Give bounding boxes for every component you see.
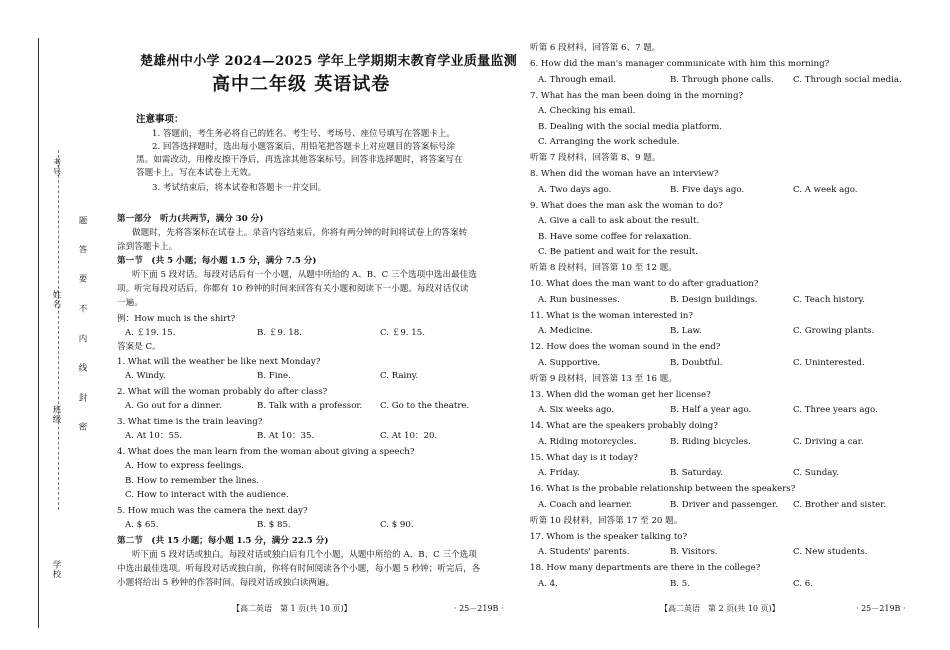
option-b: B. Have some coffee for relaxation. [538,231,692,242]
question-text: 13. When did the woman get her license? [530,389,711,400]
option-c: C. Arranging the work schedule. [538,137,680,147]
question-text: 8. When did the woman have an interview? [530,169,719,179]
option-b: B. At 10：35. [257,431,315,441]
option-a: A. How to express feelings. [125,461,244,471]
notes-item: 1. 答题前，考生务必将自己的姓名、考生号、考场号、座位号填写在答题卡上。 [152,129,456,139]
option-c: C. New students. [793,547,868,557]
seal-char: 要 [77,274,87,284]
option-b: B. How to remember the lines. [125,475,259,486]
question-text: 16. What is the probable relationship between the speakers? [530,484,796,494]
option-b: B. Five days ago. [670,184,745,195]
footer-code-right: · 25－219B · [856,604,906,613]
section1-intro: 听下面 5 段对话。每段对话后有一个小题，从题中所给的 A、B、C 三个选项中选出最佳选 [132,270,477,280]
option-b: B. ￡9. 18. [257,328,302,338]
option-b: B. Law. [670,326,702,336]
option-b: B. Riding bicycles. [670,436,751,447]
part1-intro: 做题时，先将答案标在试卷上。录音内容结束后，你将有两分钟的时间将试卷上的答案转 [132,228,468,238]
option-a: A. $ 65. [125,519,159,530]
part1-intro: 涂到答题卡上。 [117,242,178,252]
option-c: C. Uninterested. [793,357,865,368]
question-text: 18. How many departments are there in the college? [530,563,761,573]
section1-intro: 一遍。 [117,298,143,308]
option-c: C. A week ago. [793,184,858,195]
section1-intro: 项。听完每段对话后，你都有 10 秒钟的时间来回答有关小题和阅读下一小题。每段对话仅读 [117,284,469,294]
footer-code-left: · 25－219B · [454,604,504,613]
question-text: 17. Whom is the speaker talking to? [530,531,688,542]
question-text: 5. How much was the camera the next day? [117,505,308,516]
example-question: 例：How much is the shirt? [117,314,236,324]
question-text: 2. What will the woman probably do after class? [117,387,328,397]
option-a: A. 4. [538,578,558,589]
option-a: A. Through email. [538,74,617,85]
school-label: 学校 [51,560,61,579]
option-b: B. Dealing with the social media platform. [538,121,723,132]
option-b: B. Half a year ago. [670,405,752,415]
seal-char: 答 [77,245,87,255]
exam-title-line2: 高中二年级 英语试卷 [212,74,391,95]
seal-char: 封 [77,393,87,403]
option-b: B. Design buildings. [670,294,758,305]
question-text: 9. What does the man ask the woman to do? [530,200,723,211]
section2-intro: 听下面 5 段对话或独白。每段对话或独白后有几个小题，从题中所给的 A、B、C 三个选项 [132,549,477,560]
class-label: 班级 [51,405,61,424]
option-c: C. Brother and sister. [793,499,887,510]
option-a: A. Coach and learner. [538,499,633,510]
question-text: 15. What day is it today? [530,452,638,463]
name-label: 姓名 [51,290,61,309]
exam-no-label: 考号 [51,158,61,177]
part1-title: 第一部分 听力(共两节，满分 30 分) [117,214,264,224]
option-c: C. Driving a car. [793,436,864,447]
question-text: 12. How does the woman sound in the end? [530,342,721,352]
option-b: B. Through phone calls. [670,74,774,85]
option-c: C. Growing plants. [793,326,875,336]
footer-page-left: 【高二英语 第 1 页(共 10 页)】 [232,604,352,613]
notes-title: 注意事项： [136,114,184,125]
material-heading: 听第 8 段材料，回答第 10 至 12 题。 [530,263,677,273]
seal-char: 线 [77,363,87,373]
option-b: B. Fine. [257,371,291,381]
option-b: B. Talk with a professor. [257,401,363,411]
example-answer: 答案是 C。 [117,342,161,352]
question-text: 11. What is the woman interested in? [530,310,693,321]
seal-char: 题 [77,216,87,226]
option-a: A. Six weeks ago. [538,405,615,415]
option-a: A. Students' parents. [538,547,630,557]
question-text: 10. What does the man want to do after graduation? [530,279,759,289]
option-b: B. 5. [670,578,690,589]
option-c: C. Sunday. [793,468,839,478]
question-text: 3. What time is the train leaving? [117,417,263,427]
seal-char: 密 [77,422,87,432]
section2-intro: 小题将给出 5 秒钟的作答时间。每段对话或独白读两遍。 [117,577,335,588]
material-heading: 听第 6 段材料，回答第 6、7 题。 [530,43,661,53]
question-text: 6. How did the man's manager communicate with him this morning? [530,59,830,69]
notes-item: 黑。如需改动，用橡皮擦干净后，再选涂其他答案标号。回答非选择题时，将答案写在 [136,155,463,165]
option-a: A. Go out for a dinner. [125,401,222,411]
section2-title: 第二节 (共 15 小题；每小题 1.5 分，满分 22.5 分) [117,535,329,546]
notes-item: 3. 考试结束后，将本试卷和答题卡一并交回。 [152,183,327,193]
notes-item: 答题卡上。写在本试卷上无效。 [136,168,257,178]
option-a: A. Windy. [125,371,166,381]
option-a: A. Medicine. [538,326,593,336]
question-text: 14. What are the speakers probably doing? [530,421,718,431]
question-text: 1. What will the weather be like next Monday? [117,357,321,367]
option-c: C. Go to the theatre. [380,401,470,411]
option-a: A. At 10：55. [125,431,183,441]
option-c: C. 6. [793,578,813,589]
option-b: B. Visitors. [670,547,718,557]
option-c: C. ￡9. 15. [380,328,425,338]
option-c: C. Be patient and wait for the result. [538,247,698,257]
material-heading: 听第 10 段材料，回答第 17 至 20 题。 [530,515,683,526]
option-c: C. Through social media. [793,74,902,85]
option-a: A. Run businesses. [538,294,620,305]
option-b: B. $ 85. [257,519,291,530]
option-b: B. Doubtful. [670,357,723,368]
option-a: A. Riding motorcycles. [538,436,637,447]
option-a: A. Friday. [538,468,580,478]
notes-item: 2. 回答选择题时，选出每小题答案后，用铅笔把答题卡上对应题目的答案标号涂 [152,142,456,152]
option-a: A. Checking his email. [538,106,636,116]
option-a: A. Give a call to ask about the result. [538,216,700,226]
option-a: A. Supportive. [538,357,601,368]
seal-char: 不 [77,304,87,314]
section1-title: 第一节 (共 5 小题；每小题 1.5 分，满分 7.5 分) [117,256,317,266]
binding-strip [0,0,108,650]
question-text: 7. What has the man been doing in the morning? [530,90,744,101]
option-c: C. How to interact with the audience. [125,490,289,500]
option-a: A. ￡19. 15. [125,328,176,338]
material-heading: 听第 7 段材料，回答第 8、9 题。 [530,153,661,163]
material-heading: 听第 9 段材料，回答第 13 至 16 题。 [530,373,677,384]
option-a: A. Two days ago. [538,184,612,195]
seal-char: 内 [77,334,87,344]
option-b: B. Saturday. [670,468,723,478]
exam-title-line1: 楚雄州中小学 2024—2025 学年上学期期末教育学业质量监测 [140,54,518,69]
option-c: C. At 10：20. [380,431,438,441]
footer-page-right: 【高二英语 第 2 页(共 10 页)】 [660,604,780,613]
section2-intro: 中选出最佳选项。听每段对话或独白前，你将有时间阅读各个小题，每小题 5 秒钟；听完后，各 [117,563,481,574]
option-b: B. Driver and passenger. [670,499,778,510]
option-c: C. Three years ago. [793,405,878,415]
binding-fold-line [58,150,59,510]
option-c: C. Teach history. [793,294,865,305]
question-text: 4. What does the man learn from the woman about giving a speech? [117,447,415,457]
option-c: C. Rainy. [380,371,419,381]
option-c: C. $ 90. [380,519,414,530]
binding-fill-line [38,38,39,628]
